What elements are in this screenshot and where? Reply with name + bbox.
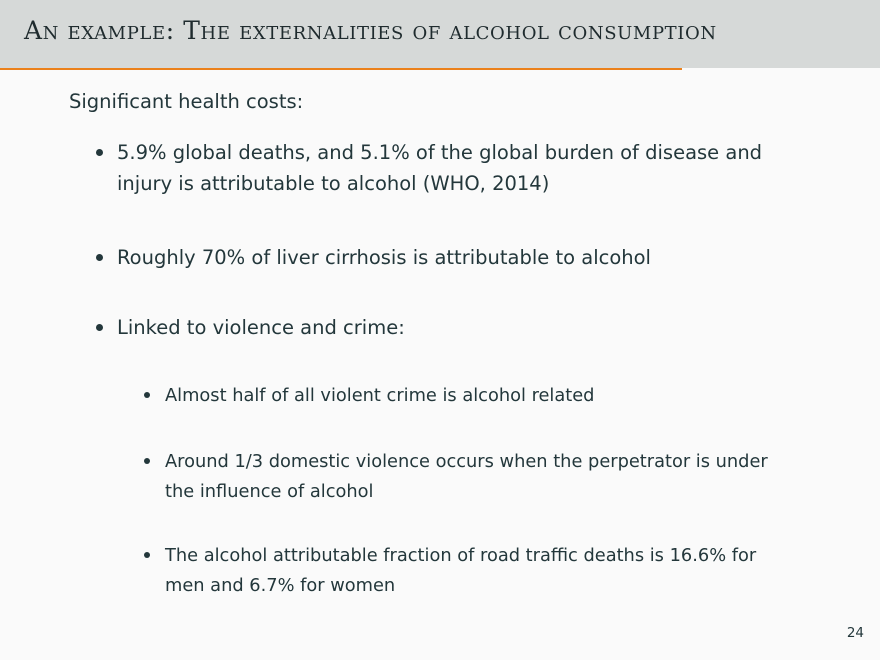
bullet-dot — [96, 254, 103, 261]
sub-bullet-line: The alcohol attributable fraction of road traffic deaths is 16.6% for — [165, 545, 757, 566]
sub-bullet-line: men and 6.7% for women — [165, 575, 396, 596]
slide-title: An example: The externalities of alcohol consumption — [24, 16, 717, 45]
bullet-item — [117, 242, 651, 273]
bullet-line: Linked to violence and crime: — [117, 316, 405, 339]
sub-bullet-item — [165, 447, 768, 507]
bullet-item — [117, 137, 762, 199]
bullet-dot — [96, 149, 103, 156]
bullet-item — [117, 312, 405, 343]
intro-text: Significant health costs: — [69, 90, 304, 113]
sub-bullet-item — [165, 541, 756, 601]
bullet-dot — [144, 552, 150, 558]
sub-bullet-line: the influence of alcohol — [165, 481, 374, 502]
bullet-dot — [144, 392, 150, 398]
bullet-line: 5.9% global deaths, and 5.1% of the global burden of disease and — [117, 141, 763, 164]
page-number: 24 — [846, 625, 864, 641]
sub-bullet-line: Almost half of all violent crime is alcohol related — [165, 385, 595, 406]
sub-bullet-line: Around 1/3 domestic violence occurs when the perpetrator is under — [165, 451, 768, 472]
bullet-line: injury is attributable to alcohol (WHO, 2014) — [117, 172, 550, 195]
bullet-dot — [96, 324, 103, 331]
bullet-dot — [144, 458, 150, 464]
sub-bullet-item — [165, 381, 594, 411]
bullet-line: Roughly 70% of liver cirrhosis is attributable to alcohol — [117, 246, 651, 269]
